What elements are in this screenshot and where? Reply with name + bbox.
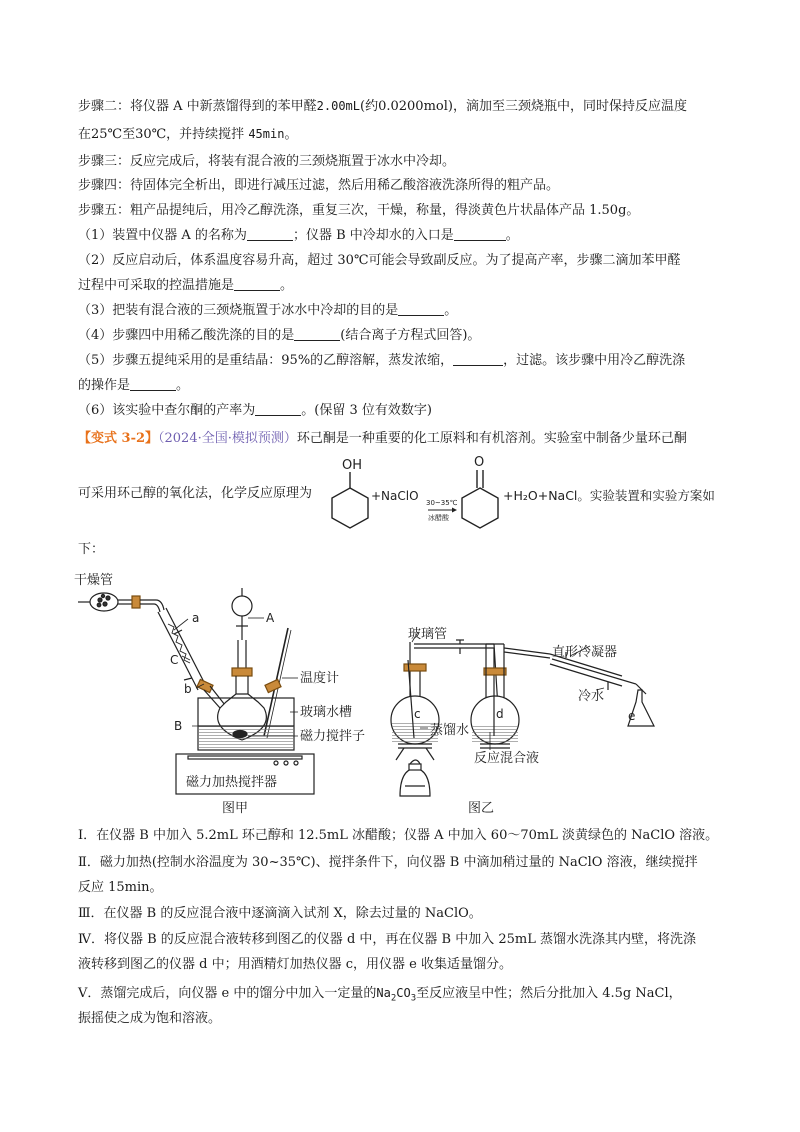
answer-blank — [454, 226, 506, 241]
procedure-2-line-2: 反应 15min。 — [78, 880, 163, 895]
question-4 — [78, 326, 480, 346]
answer-blank — [453, 351, 503, 366]
answer-blank — [130, 376, 176, 391]
step-2-time: 45min — [248, 127, 285, 141]
answer-blank — [234, 276, 280, 291]
question-1 — [78, 226, 519, 246]
variant-tag: 【变式 3-2】 — [78, 431, 159, 446]
label-C: C — [170, 653, 179, 667]
procedure-4-line-1: Ⅳ．将仪器 B 的反应混合液转移到图乙的仪器 d 中，再在仪器 B 中加入 25mL 蒸馏水洗涤其内壁，将洗涤 — [78, 932, 696, 947]
step-2-temp: 在25℃至30℃，并持续搅拌 — [78, 127, 245, 142]
procedure-2-line-1: Ⅱ．磁力加热(控制水浴温度为 30~35℃)、搅拌条件下，向仪器 B 中滴加稍过量的 NaClO 溶液，继续搅拌 — [78, 855, 698, 870]
question-5-line-1 — [78, 351, 685, 371]
condition-top: 30~35℃ — [426, 499, 458, 507]
label-water-bath: 玻璃水槽 — [300, 705, 353, 720]
label-c: c — [414, 707, 421, 721]
reaction-line — [78, 484, 312, 504]
formula-co: CO — [396, 986, 411, 1000]
reagent-label: +NaClO — [371, 489, 419, 503]
variant-intro: 环己酮是一种重要的化工原料和有机溶剂。实验室中制备少量环己酮 — [296, 431, 687, 446]
label-distilled-water: 蒸馏水 — [430, 723, 470, 738]
answer-blank — [255, 401, 301, 416]
q2-text: 过程中可采取的控温措施是 — [78, 278, 235, 293]
step-2-end: 。 — [284, 127, 298, 142]
q4-end: (结合离子方程式回答)。 — [340, 328, 481, 343]
step-3: 步骤三：反应完成后，将装有混合液的三颈烧瓶置于冰水中冷却。 — [78, 154, 456, 169]
label-stirrer: 磁力加热搅拌器 — [186, 775, 278, 790]
q3-end: 。 — [444, 303, 458, 318]
p5-text-b: 至反应液呈中性；然后分批加入 4.5g NaCl， — [416, 986, 682, 1001]
formula-sub-3: 3 — [410, 993, 417, 1004]
q1-text: （1）装置中仪器 A 的名称为 — [78, 228, 247, 243]
answer-blank — [398, 301, 444, 316]
step-2-text-b: ，滴加至三颈烧瓶中，同时保持反应温度 — [452, 99, 687, 114]
q4-text: （4）步骤四中用稀乙酸洗涤的目的是 — [78, 328, 295, 343]
q2-end: 。 — [280, 278, 294, 293]
step-2-mol: (约0.0200mol) — [360, 99, 453, 114]
q5-text-c: 的操作是 — [78, 378, 131, 393]
question-2-line-2 — [78, 276, 293, 296]
answer-blank — [247, 226, 293, 241]
p5-text: Ⅴ．蒸馏完成后，向仪器 e 中的馏分中加入一定量的 — [78, 986, 377, 1001]
label-reaction-mix: 反应混合液 — [474, 751, 540, 766]
step-2-text: 步骤二：将仪器 A 中新蒸馏得到的苯甲醛 — [78, 99, 317, 114]
step-2-line-2 — [78, 124, 297, 145]
q1-end: 。 — [505, 228, 519, 243]
label-b: b — [184, 682, 192, 696]
cyclohexanol-structure — [332, 472, 368, 528]
products-label: +H₂O+NaCl。实验装置和实验方案如 — [503, 488, 715, 503]
q5-text: （5）步骤五提纯采用的是重结晶：95%的乙醇溶解，蒸发浓缩， — [78, 353, 454, 368]
q6-text: （6）该实验中查尔酮的产率为 — [78, 403, 256, 418]
q1-text-b: ；仪器 B 中冷却水的入口是 — [292, 228, 454, 243]
procedure-4-line-2: 液转移到图乙的仪器 d 中；用酒精灯加热仪器 c，用仪器 e 收集适量馏分。 — [78, 957, 512, 972]
question-5-line-2 — [78, 376, 189, 396]
label-condenser: 直形冷凝器 — [552, 645, 618, 660]
question-6 — [78, 401, 432, 421]
reaction-equation — [320, 452, 790, 532]
oh-label: OH — [342, 458, 363, 473]
label-d: d — [496, 707, 504, 721]
label-e: e — [628, 709, 636, 723]
procedure-5-line-2: 振摇使之成为饱和溶液。 — [78, 1011, 222, 1026]
label-glass-tube: 玻璃管 — [408, 627, 448, 642]
variant-header — [78, 429, 687, 449]
label-a: a — [192, 611, 200, 625]
label-A: A — [266, 611, 275, 625]
q6-end: 。(保留 3 位有效数字) — [301, 403, 432, 418]
label-thermometer: 温度计 — [300, 671, 340, 686]
caption-yi: 图乙 — [468, 801, 495, 816]
procedure-1: Ⅰ．在仪器 B 中加入 5.2mL 环己醇和 12.5mL 冰醋酸；仪器 A 中加入 60～70mL 淡黄绿色的 NaClO 溶液。 — [78, 828, 719, 843]
variant-line-3: 下： — [78, 542, 105, 557]
answer-blank — [294, 326, 340, 341]
q3-text: （3）把装有混合液的三颈烧瓶置于冰水中冷却的目的是 — [78, 303, 399, 318]
question-2-line-1: （2）反应启动后，体系温度容易升高，超过 30℃可能会导致副反应。为了提高产率，步骤二滴加苯甲醛 — [78, 253, 681, 268]
cyclohexanone-structure — [462, 470, 498, 528]
variant-source: （2024·全国·模拟预测） — [158, 431, 297, 446]
apparatus-figure — [70, 560, 690, 830]
q5-end: 。 — [176, 378, 190, 393]
procedure-3: Ⅲ．在仪器 B 的反应混合液中逐滴滴入试剂 X，除去过量的 NaClO。 — [78, 906, 482, 921]
sodium-carbonate-formula — [376, 986, 417, 1004]
q5-text-b: ，过滤。该步骤中用冷乙醇洗涤 — [503, 353, 686, 368]
arrow-head — [452, 508, 457, 513]
step-2-amount: 2.00mL — [316, 99, 361, 113]
step-5: 步骤五：粗产品提纯后，用冷乙醇洗涤，重复三次，干燥，称量，得淡黄色片状晶体产品 1.50g。 — [78, 203, 640, 218]
question-3 — [78, 301, 457, 321]
step-2-line-1 — [78, 96, 687, 117]
o-label: O — [474, 455, 485, 470]
label-B: B — [174, 719, 183, 733]
label-drying-tube: 干燥管 — [74, 573, 114, 588]
formula-sub-2: 2 — [390, 993, 397, 1004]
label-cold-water: 冷水 — [578, 689, 605, 704]
condition-bottom: 冰醋酸 — [428, 514, 449, 522]
caption-jia: 图甲 — [222, 801, 249, 816]
step-4: 步骤四：待固体完全析出，即进行减压过滤，然后用稀乙酸溶液洗涤所得的粗产品。 — [78, 178, 560, 193]
formula-na: Na — [376, 986, 391, 1000]
reaction-text: 可采用环己醇的氧化法，化学反应原理为 — [78, 486, 313, 501]
procedure-5-line-1 — [78, 983, 682, 1008]
label-stir-bar: 磁力搅拌子 — [300, 729, 366, 744]
